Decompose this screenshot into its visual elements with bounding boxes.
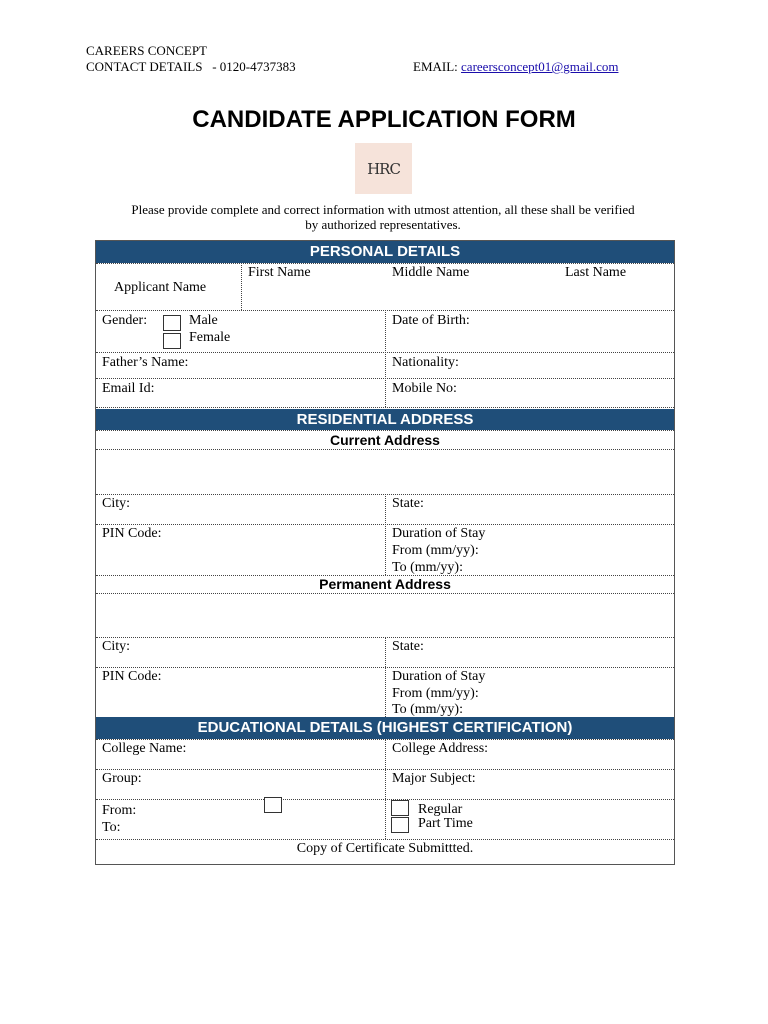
current-to-label: To (mm/yy):: [392, 560, 463, 575]
applicant-name-label: Applicant Name: [114, 280, 207, 295]
permanent-from-label: From (mm/yy):: [392, 686, 479, 701]
regular-checkbox[interactable]: [391, 800, 409, 816]
current-address-heading: Current Address: [330, 432, 440, 448]
dob-label: Date of Birth:: [392, 313, 470, 328]
nationality-label: Nationality:: [392, 355, 459, 370]
male-checkbox[interactable]: [163, 315, 181, 331]
female-checkbox[interactable]: [163, 333, 181, 349]
section-residential-address: RESIDENTIAL ADDRESS: [96, 409, 674, 430]
college-name-label: College Name:: [102, 741, 187, 756]
current-city-label: City:: [102, 496, 131, 511]
permanent-address-heading: Permanent Address: [319, 576, 451, 592]
email-header: [413, 59, 618, 75]
permanent-to-label: To (mm/yy):: [392, 702, 463, 717]
female-label: Female: [189, 330, 231, 345]
edu-from-label: From:: [102, 803, 137, 818]
page-title: CANDIDATE APPLICATION FORM: [192, 106, 576, 133]
major-subject-label: Major Subject:: [392, 771, 476, 786]
permanent-city-label: City:: [102, 639, 131, 654]
email-id-label: Email Id:: [102, 381, 155, 396]
permanent-pin-label: PIN Code:: [102, 669, 162, 684]
permanent-state-label: State:: [392, 639, 424, 654]
current-pin-label: PIN Code:: [102, 526, 162, 541]
part-time-checkbox[interactable]: [391, 817, 409, 833]
current-state-label: State:: [392, 496, 424, 511]
contact-details: CONTACT DETAILS - 0120-4737383: [86, 59, 296, 74]
email-link[interactable]: careersconcept01@gmail.com: [461, 59, 619, 74]
current-from-label: From (mm/yy):: [392, 543, 479, 558]
father-name-label: Father’s Name:: [102, 355, 189, 370]
permanent-duration-label: Duration of Stay: [392, 669, 486, 684]
application-form: [95, 240, 675, 865]
section-educational-details: EDUCATIONAL DETAILS (HIGHEST CERTIFICATION): [96, 717, 674, 739]
group-label: Group:: [102, 771, 142, 786]
instructions: [100, 202, 666, 232]
middle-name-label: Middle Name: [392, 265, 470, 280]
section-personal-details: PERSONAL DETAILS: [96, 241, 674, 263]
instructions-line-2: by authorized representatives.: [305, 217, 461, 232]
certificate-copy-label: Copy of Certificate Submittted.: [296, 841, 474, 856]
email-label: EMAIL:: [413, 59, 462, 74]
edu-date-checkbox[interactable]: [264, 797, 282, 813]
instructions-line-1: Please provide complete and correct information with utmost attention, all these shall be verified: [131, 202, 635, 217]
part-time-label: Part Time: [418, 816, 473, 831]
college-address-label: College Address:: [392, 741, 489, 756]
last-name-label: Last Name: [565, 265, 627, 280]
hrc-logo: HRC: [355, 143, 412, 194]
first-name-label: First Name: [248, 265, 311, 280]
mobile-label: Mobile No:: [392, 381, 457, 396]
regular-label: Regular: [418, 802, 463, 817]
male-label: Male: [189, 313, 218, 328]
company-name: CAREERS CONCEPT: [86, 43, 207, 58]
gender-label: Gender:: [102, 313, 148, 328]
edu-to-label: To:: [102, 820, 121, 835]
current-duration-label: Duration of Stay: [392, 526, 486, 541]
